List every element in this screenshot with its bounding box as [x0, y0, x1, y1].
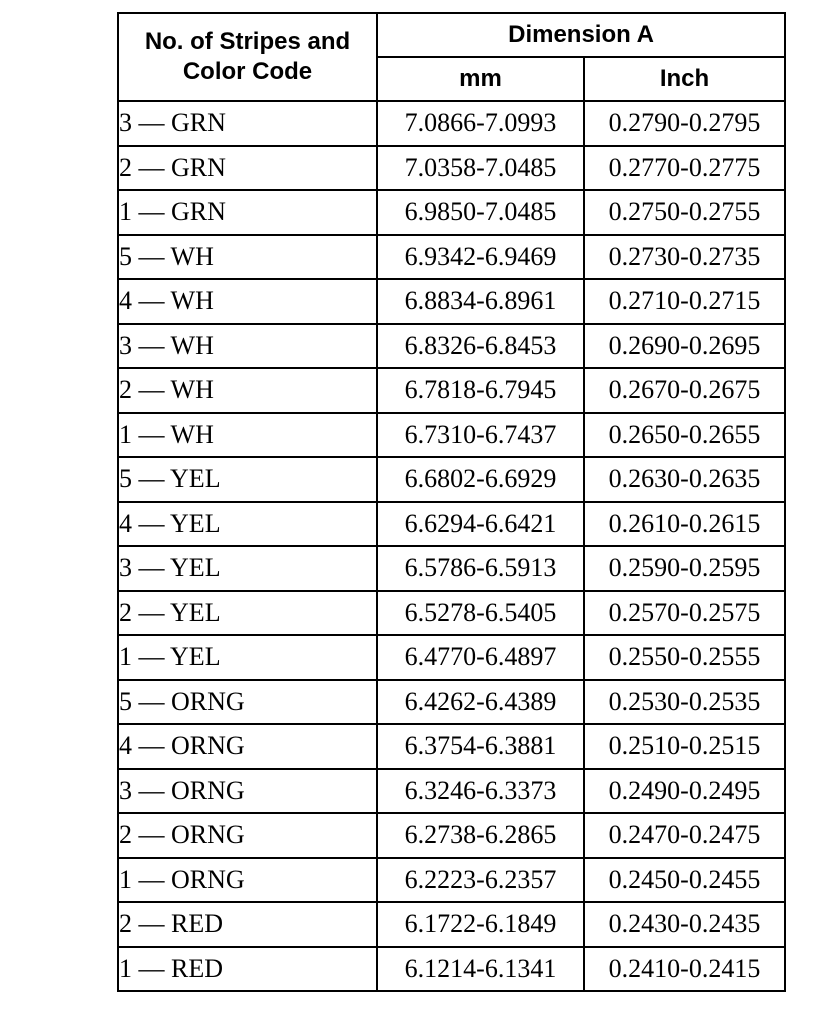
dimension-inch-cell: 0.2690-0.2695: [584, 324, 785, 369]
dimension-mm-cell: 6.7310-6.7437: [377, 413, 584, 458]
table-row: [118, 146, 785, 191]
stripe-color-code-cell: 2 — ORNG: [118, 813, 377, 858]
table-row: [118, 769, 785, 814]
stripe-color-code-cell: 2 — GRN: [118, 146, 377, 191]
dimension-mm-cell: 6.6294-6.6421: [377, 502, 584, 547]
table-row: [118, 635, 785, 680]
dimension-mm-cell: 7.0866-7.0993: [377, 101, 584, 146]
stripe-color-code-cell: 2 — YEL: [118, 591, 377, 636]
dimension-mm-cell: 7.0358-7.0485: [377, 146, 584, 191]
dimension-mm-cell: 6.8834-6.8961: [377, 279, 584, 324]
table-row: [118, 902, 785, 947]
table-row: [118, 413, 785, 458]
table-row: [118, 724, 785, 769]
dimension-mm-cell: 6.1722-6.1849: [377, 902, 584, 947]
dimension-mm-cell: 6.9342-6.9469: [377, 235, 584, 280]
dimension-inch-cell: 0.2450-0.2455: [584, 858, 785, 903]
table-row: [118, 279, 785, 324]
dimension-mm-cell: 6.4262-6.4389: [377, 680, 584, 725]
stripe-color-code-cell: 4 — ORNG: [118, 724, 377, 769]
stripe-color-code-cell: 2 — WH: [118, 368, 377, 413]
stripe-color-code-cell: 1 — RED: [118, 947, 377, 992]
dimension-inch-cell: 0.2790-0.2795: [584, 101, 785, 146]
table-row: [118, 680, 785, 725]
dimension-mm-cell: 6.3246-6.3373: [377, 769, 584, 814]
dimension-inch-cell: 0.2650-0.2655: [584, 413, 785, 458]
table-row: [118, 502, 785, 547]
dimension-mm-cell: 6.9850-7.0485: [377, 190, 584, 235]
dimension-mm-cell: 6.5278-6.5405: [377, 591, 584, 636]
stripe-color-code-cell: 4 — WH: [118, 279, 377, 324]
dimension-inch-cell: 0.2570-0.2575: [584, 591, 785, 636]
stripe-color-code-cell: 1 — ORNG: [118, 858, 377, 903]
dimension-inch-cell: 0.2550-0.2555: [584, 635, 785, 680]
stripe-color-code-cell: 3 — ORNG: [118, 769, 377, 814]
dimension-inch-cell: 0.2510-0.2515: [584, 724, 785, 769]
table-header: [118, 13, 785, 101]
table-row: [118, 101, 785, 146]
mm-header: mm: [377, 57, 584, 101]
table-row: [118, 324, 785, 369]
stripe-color-code-cell: 1 — YEL: [118, 635, 377, 680]
dimension-inch-cell: 0.2710-0.2715: [584, 279, 785, 324]
dimension-inch-cell: 0.2670-0.2675: [584, 368, 785, 413]
inch-header: Inch: [584, 57, 785, 101]
stripes-color-code-header: No. of Stripes and Color Code: [118, 13, 377, 101]
stripe-color-code-cell: 3 — YEL: [118, 546, 377, 591]
table-row: [118, 235, 785, 280]
table-row: [118, 546, 785, 591]
dimension-mm-cell: 6.7818-6.7945: [377, 368, 584, 413]
table-body: [118, 101, 785, 991]
stripe-color-code-cell: 3 — GRN: [118, 101, 377, 146]
dimension-inch-cell: 0.2630-0.2635: [584, 457, 785, 502]
table-row: [118, 813, 785, 858]
table-row: [118, 591, 785, 636]
dimension-mm-cell: 6.5786-6.5913: [377, 546, 584, 591]
dimension-inch-cell: 0.2430-0.2435: [584, 902, 785, 947]
dimension-inch-cell: 0.2590-0.2595: [584, 546, 785, 591]
stripe-color-code-cell: 5 — WH: [118, 235, 377, 280]
table-row: [118, 947, 785, 992]
table-row: [118, 368, 785, 413]
table-row: [118, 457, 785, 502]
stripe-color-code-cell: 3 — WH: [118, 324, 377, 369]
dimension-mm-cell: 6.2738-6.2865: [377, 813, 584, 858]
stripe-color-code-cell: 5 — YEL: [118, 457, 377, 502]
dimension-table: [117, 12, 786, 992]
dimension-mm-cell: 6.6802-6.6929: [377, 457, 584, 502]
dimension-inch-cell: 0.2470-0.2475: [584, 813, 785, 858]
stripe-color-code-cell: 5 — ORNG: [118, 680, 377, 725]
table-row: [118, 858, 785, 903]
stripe-color-code-cell: 1 — GRN: [118, 190, 377, 235]
dimension-inch-cell: 0.2770-0.2775: [584, 146, 785, 191]
stripe-color-code-cell: 1 — WH: [118, 413, 377, 458]
dimension-mm-cell: 6.2223-6.2357: [377, 858, 584, 903]
stripe-color-code-cell: 4 — YEL: [118, 502, 377, 547]
dimension-mm-cell: 6.4770-6.4897: [377, 635, 584, 680]
dimension-mm-cell: 6.8326-6.8453: [377, 324, 584, 369]
table-row: [118, 190, 785, 235]
dimension-inch-cell: 0.2530-0.2535: [584, 680, 785, 725]
dimension-inch-cell: 0.2410-0.2415: [584, 947, 785, 992]
dimension-inch-cell: 0.2490-0.2495: [584, 769, 785, 814]
dimension-inch-cell: 0.2750-0.2755: [584, 190, 785, 235]
dimension-inch-cell: 0.2730-0.2735: [584, 235, 785, 280]
dimension-a-header: Dimension A: [377, 13, 785, 57]
dimension-mm-cell: 6.1214-6.1341: [377, 947, 584, 992]
header-row-top: [118, 13, 785, 57]
dimension-mm-cell: 6.3754-6.3881: [377, 724, 584, 769]
stripe-color-code-cell: 2 — RED: [118, 902, 377, 947]
dimension-inch-cell: 0.2610-0.2615: [584, 502, 785, 547]
